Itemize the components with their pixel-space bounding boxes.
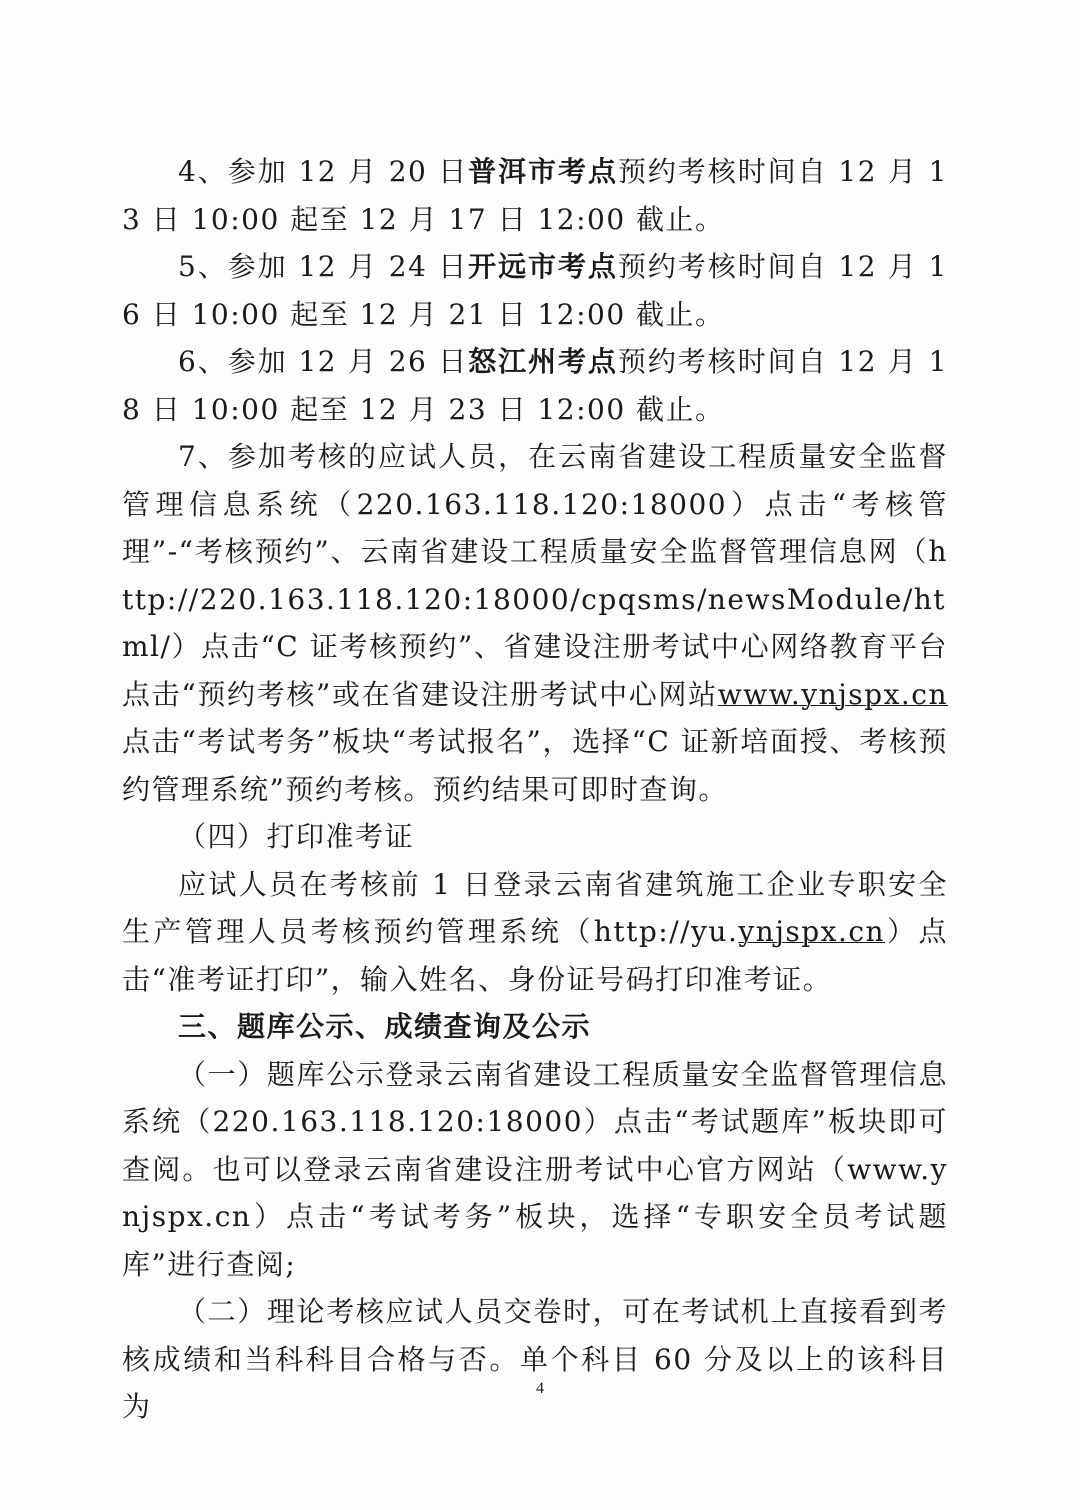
item-5-prefix: 5、参加 12 月 24 日: [178, 250, 469, 283]
website-link[interactable]: www.ynjspx.cn: [717, 677, 948, 711]
paragraph-question-bank: （一）题库公示登录云南省建设工程质量安全监督管理信息系统（220.163.118.120:18000）点击“考试题库”板块即可查阅。也可以登录云南省建设注册考试中心官方网站（www.ynjspx.cn）点击“考试考务”板块，选择“专职安全员考试题库”进行查阅;: [122, 1057, 948, 1281]
booking-system-link[interactable]: ynjspx.cn: [738, 915, 886, 948]
print-admission-text-end: ）点击“准考证打印”，输入姓名、身份证号码打印准考证。: [122, 915, 948, 996]
section-heading-print-admission: （四）打印准考证: [178, 820, 415, 853]
item-6-location: 怒江州考点: [468, 345, 618, 378]
paragraph-item-4: [122, 148, 948, 243]
print-admission-text-start: 应试人员在考核前 1 日登录云南省建筑施工企业专职安全生产管理人员考核预约管理系统（http://yu.: [122, 867, 948, 948]
paragraph-score-check: （二）理论考核应试人员交卷时，可在考试机上直接看到考核成绩和当科科目合格与否。单个科目 60 分及以上的该科目为: [122, 1295, 948, 1423]
item-7-text-end: 点击“考试考务”板块“考试报名”，选择“C 证新培面授、考核预约管理系统”预约考核。预约结果可即时查询。: [122, 725, 948, 806]
paragraph-print-admission: [122, 861, 948, 1004]
document-body: [122, 148, 948, 1431]
item-6-suffix: 预约考核时间自 12 月 18 日 10:00 起至 12 月 23 日 12:00 截止。: [122, 345, 948, 426]
item-5-suffix: 预约考核时间自 12 月 16 日 10:00 起至 12 月 21 日 12:00 截止。: [122, 250, 948, 331]
section-heading-question-bank: 三、题库公示、成绩查询及公示: [178, 1010, 592, 1043]
item-5-location: 开远市考点: [468, 250, 618, 283]
page-number: 4: [536, 1380, 544, 1397]
item-6-prefix: 6、参加 12 月 26 日: [178, 345, 469, 378]
item-4-location: 普洱市考点: [468, 155, 618, 188]
paragraph-item-5: [122, 243, 948, 338]
item-4-prefix: 4、参加 12 月 20 日: [178, 155, 469, 188]
paragraph-item-6: [122, 338, 948, 433]
paragraph-item-7: [122, 433, 948, 813]
item-4-suffix: 预约考核时间自 12 月 13 日 10:00 起至 12 月 17 日 12:00 截止。: [122, 155, 948, 236]
item-7-text-start: 7、参加考核的应试人员，在云南省建设工程质量安全监督管理信息系统（220.163.118.120:18000）点击“考核管理”-“考核预约”、云南省建设工程质量安全监督管理信息网（http://220.163.118.120:18000/cpqsms/newsModule/html/）点击“C 证考核预约”、省建设注册考试中心网络教育平台点击“预约考核”或在省建设注册考试中心网站: [122, 440, 948, 711]
